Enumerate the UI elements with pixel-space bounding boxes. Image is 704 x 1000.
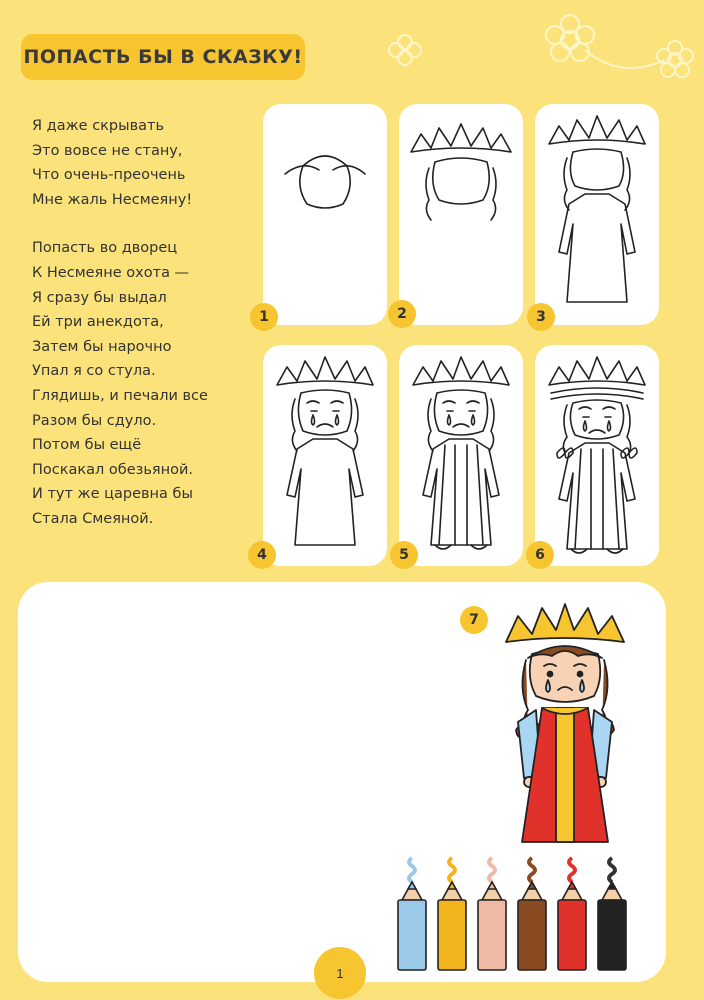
- step-panel-5: [399, 345, 523, 566]
- step-panel-2: [399, 104, 523, 325]
- poem-line: Что очень-преочень: [32, 167, 186, 184]
- poem-line: Потом бы ещё: [32, 437, 142, 454]
- drawing-step-3-icon: [535, 104, 659, 325]
- drawing-step-6-icon: [535, 345, 659, 566]
- poem-line: Это вовсе не стану,: [32, 142, 183, 159]
- poem-line: К Несмеяне охота —: [32, 264, 190, 281]
- drawing-step-4-icon: [263, 345, 387, 566]
- poem-line: Поскакал обезьяной.: [32, 461, 194, 478]
- page-title: ПОПАСТЬ БЫ В СКАЗКУ!: [21, 34, 305, 80]
- colored-pencils-icon: [388, 852, 638, 974]
- step-number: 4: [248, 541, 276, 569]
- flower-decoration-icon: [540, 10, 700, 90]
- step-number: 5: [390, 541, 418, 569]
- princess-color-icon: [498, 598, 632, 850]
- poem-line: Затем бы нарочно: [32, 338, 172, 355]
- poem-line: Я сразу бы выдал: [32, 289, 167, 306]
- poem-line: Мне жаль Несмеяну!: [32, 191, 193, 208]
- step-panel-4: [263, 345, 387, 566]
- poem-text: [32, 114, 247, 532]
- step-number: 6: [526, 541, 554, 569]
- step-number: 2: [388, 300, 416, 328]
- page-number: 1: [314, 947, 366, 999]
- step-number: 7: [460, 606, 488, 634]
- poem-line: Попасть во дворец: [32, 240, 178, 257]
- poem-line: Глядишь, и печали все: [32, 387, 208, 404]
- drawing-step-1-icon: [263, 104, 387, 325]
- poem-line: Ей три анекдота,: [32, 314, 164, 331]
- step-panel-1: [263, 104, 387, 325]
- step-panel-3: [535, 104, 659, 325]
- step-number: 3: [527, 303, 555, 331]
- poem-line: Упал я со стула.: [32, 363, 156, 380]
- poem-line: И тут же царевна бы: [32, 486, 193, 503]
- poem-line: Я даже скрывать: [32, 118, 164, 134]
- step-number: 1: [250, 303, 278, 331]
- flower-decoration-icon: [385, 30, 425, 70]
- step-panel-6: [535, 345, 659, 566]
- poem-line: Разом бы сдуло.: [32, 412, 157, 429]
- drawing-step-5-icon: [399, 345, 523, 566]
- drawing-step-2-icon: [399, 104, 523, 325]
- poem-line: Стала Смеяной.: [32, 510, 154, 527]
